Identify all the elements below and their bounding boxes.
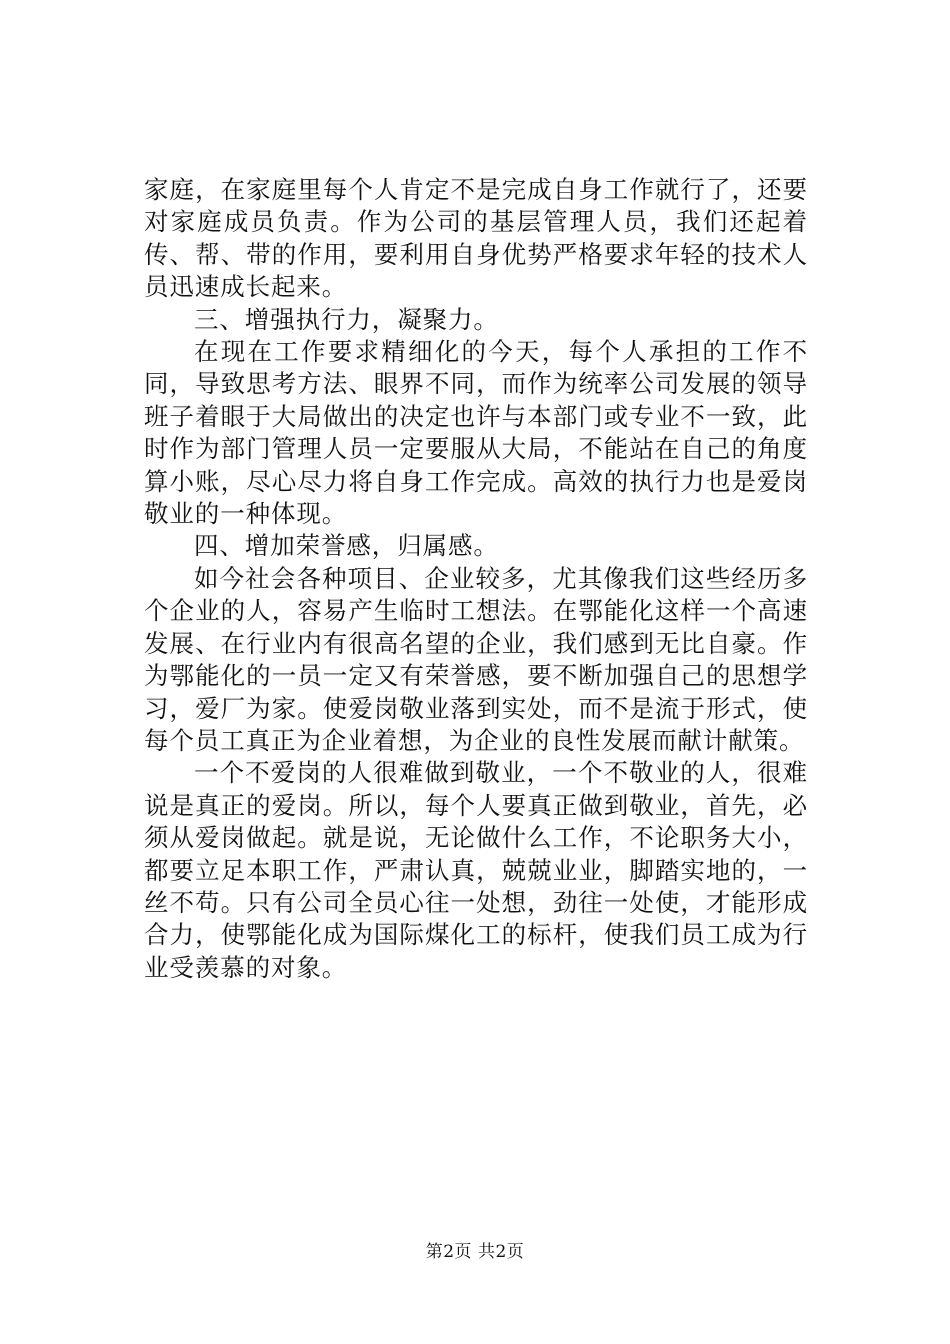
- section-heading-4: 四、增加荣誉感，归属感。: [194, 531, 499, 561]
- paragraph-execution: 在现在工作要求精细化的今天，每个人承担的工作不同，导致思考方法、眼界不同，而作为统率公司发展的领导班子着眼于大局做出的决定也许与本部门或专业不一致，此时作为部门管理人员一定要服从大局，不能站在自己的角度算小账，尽心尽力将自身工作完成。高效的执行力也是爱岗敬业的一种体现。: [144, 337, 808, 529]
- page-number-footer: 第2页 共2页: [425, 1242, 525, 1262]
- document-body: [144, 174, 808, 984]
- paragraph-honor: 如今社会各种项目、企业较多，尤其像我们这些经历多个企业的人，容易产生临时工想法。在鄂能化这样一个高速发展、在行业内有很高名望的企业，我们感到无比自豪。作为鄂能化的一员一定又有荣誉感，要不断加强自己的思想学习，爱厂为家。使爱岗敬业落到实处，而不是流于形式，使每个员工真正为企业着想，为企业的良性发展而献计献策。: [144, 563, 808, 755]
- paragraph-continuation: 家庭，在家庭里每个人肯定不是完成自身工作就行了，还要对家庭成员负责。作为公司的基层管理人员，我们还起着传、帮、带的作用，要利用自身优势严格要求年轻的技术人员迅速成长起来。: [144, 175, 808, 302]
- section-heading-3: 三、增强执行力，凝聚力。: [194, 304, 499, 334]
- paragraph-conclusion: 一个不爱岗的人很难做到敬业，一个不敬业的人，很难说是真正的爱岗。所以，每个人要真正做到敬业，首先，必须从爱岗做起。就是说，无论做什么工作，不论职务大小，都要立足本职工作，严肃认真，兢兢业业，脚踏实地的，一丝不苟。只有公司全员心往一处想，劲往一处使，才能形成合力，使鄂能化成为国际煤化工的标杆，使我们员工成为行业受羡慕的对象。: [144, 758, 808, 982]
